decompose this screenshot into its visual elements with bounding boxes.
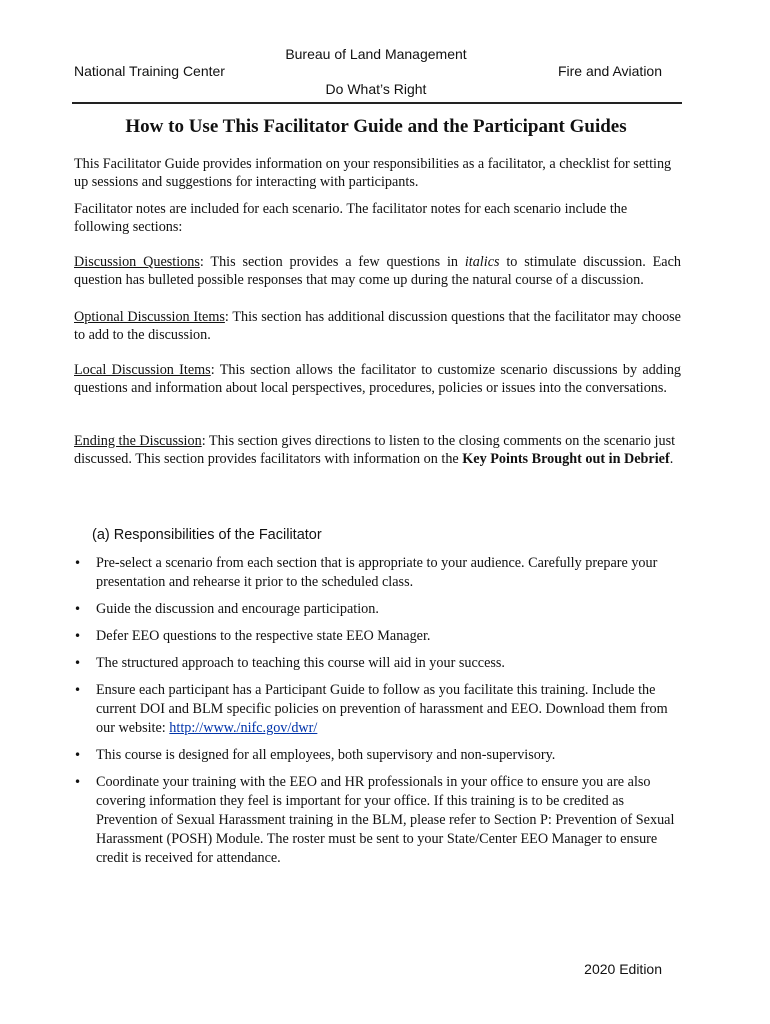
bullet-icon: • (74, 656, 82, 670)
intro-paragraph-2: Facilitator notes are included for each scenario. The facilitator notes for each scenario include the following sections: (74, 201, 628, 235)
section-discussion-questions (74, 253, 681, 289)
section-term: Discussion Questions (74, 254, 200, 270)
intro-paragraph-1: This Facilitator Guide provides information on your responsibilities as a facilitator, a checklist for setting up sessions and suggestions for interacting with participants. (74, 156, 672, 190)
list-item (74, 600, 681, 619)
section-text: . (669, 451, 674, 467)
list-item (74, 627, 681, 646)
header-right-unit: Fire and Aviation (557, 63, 662, 79)
page-title: How to Use This Facilitator Guide and the Participant Guides (125, 116, 627, 137)
bullet-icon: • (74, 775, 82, 789)
list-item-text: Coordinate your training with the EEO and HR professionals in your office to ensure you are also covering information they feel is important for your office. If this training is to be credited as Prevention of Sexual Harassment training in the BLM, please refer to Section P: Prevention of Sexual Harassment (POSH) Module. The roster must be sent to your State/Center EEO Manager to ensure credit is received for attendance. (96, 774, 675, 866)
list-item-text: Pre-select a scenario from each section that is appropriate to your audience. Carefully prepare your presentation and rehearse it prior to the scheduled class. (96, 555, 658, 590)
bullet-icon: • (74, 602, 82, 616)
list-item-text: Guide the discussion and encourage participation. (96, 601, 379, 617)
bullet-icon: • (74, 683, 82, 697)
list-item (74, 654, 681, 673)
section-text: : This section gives directions to listen to the closing comments on the scenario just discussed. This section provides facilitators with information on the (74, 433, 676, 467)
section-optional-items (74, 308, 681, 344)
section-text: : This section has additional discussion questions that the facilitator may choose to add to the discussion. (74, 309, 681, 343)
section-text: : This section provides a few questions in (199, 254, 465, 270)
bullet-icon: • (74, 748, 82, 762)
section-term: Local Discussion Items (74, 362, 211, 378)
section-ending (74, 432, 681, 468)
header-organization: Bureau of Land Management (285, 46, 467, 62)
bullet-icon: • (74, 629, 82, 643)
list-item (74, 681, 681, 738)
section-text: : This section allows the facilitator to customize scenario discussions by adding questions and information about local perspectives, procedures, policies or issues into the conversations. (74, 362, 682, 396)
website-link[interactable]: http://www./nifc.gov/dwr/ (169, 720, 318, 736)
section-text: to stimulate discussion. Each question has bulleted possible responses that may come up during the natural course of a discussion. (74, 254, 681, 288)
section-italic-word: italics (464, 254, 500, 270)
bullet-icon: • (74, 556, 82, 570)
header-rule (72, 102, 682, 104)
list-item-text: Ensure each participant has a Participant Guide to follow as you facilitate this training. Include the current DOI and BLM specific policies on prevention of harassment and EEO. Download them from our website: (96, 682, 668, 736)
section-local-items (74, 361, 681, 397)
edition-label: 2020 Edition (584, 961, 662, 977)
responsibilities-heading: (a) Responsibilities of the Facilitator (92, 527, 322, 543)
list-item (74, 773, 681, 868)
section-bold-text: Key Points Brought out in Debrief (462, 451, 670, 467)
section-term: Ending the Discussion (74, 433, 202, 449)
list-item-text: Defer EEO questions to the respective state EEO Manager. (96, 628, 431, 644)
list-item (74, 746, 681, 765)
list-item (74, 554, 681, 592)
header-left-unit: National Training Center (74, 63, 225, 79)
responsibilities-list (74, 554, 681, 876)
section-term: Optional Discussion Items (74, 309, 225, 325)
list-item-text: This course is designed for all employees, both supervisory and non-supervisory. (96, 747, 556, 763)
list-item-text: The structured approach to teaching this course will aid in your success. (96, 655, 505, 671)
header-motto: Do What’s Right (325, 81, 427, 97)
